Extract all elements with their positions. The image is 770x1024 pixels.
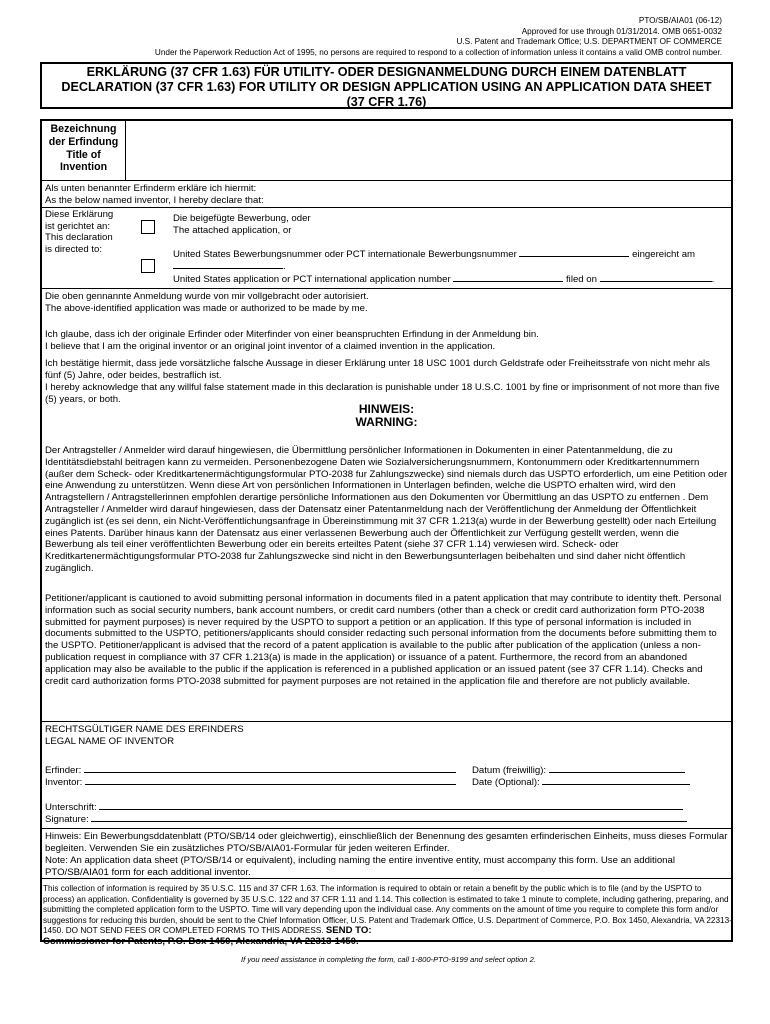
date-field-german[interactable]	[549, 763, 685, 773]
directed-label-1: Diese Erklärung	[45, 209, 114, 220]
title-english: DECLARATION (37 CFR 1.63) FOR UTILITY OR DESIGN APPLICATION USING AN APPLICATION DATA SHEET	[61, 80, 712, 94]
declaration-body	[40, 119, 733, 942]
date-field[interactable]	[542, 775, 690, 785]
statement-inventor-english: I believe that I am the original inventor or an original joint inventor of a claimed invention in the application.	[45, 340, 496, 352]
invention-title-field[interactable]	[127, 121, 731, 180]
commissioner-address: Commissioner for Patents, P.O. Box 1450, Alexandria, VA 22313-1450.	[43, 935, 359, 947]
declare-german: Als unten benannter Erfinderm erkläre ich hiermit:	[45, 183, 257, 194]
statement-authorized-german: Die oben gennannte Anmeldung wurde von mir vollgebracht oder autorisiert.	[45, 291, 369, 302]
application-number-field[interactable]	[453, 272, 563, 282]
statement-inventor-german: Ich glaube, dass ich der originale Erfinder oder Miterfinder von einer beanspruchten Erfindung in der Anmeldung bin.	[45, 329, 539, 340]
attached-application-checkbox[interactable]	[141, 220, 155, 234]
warning-text-german: Der Antragsteller / Anmelder wird darauf hingewiesen, die Übermittlung persönlicher Informationen in Dokumenten in einer Patentanmeldung, die zu Identitätsdiebstahl beitragen kann zu vermeiden. Personenbezogene Daten wie Sozialversicherungsnummern, Kontonummern oder Kreditkartennummern (außer dem Scheck- oder Kreditkartenermächtigungsformular PTO-2038 fur Zahlungszwecke) sind niemals durch das USPTO erforderlich, um eine Petition oder eine Anwendung zu unterstützen. Wenn diese Art von persönlichen Informationen in Unterlagen befinden, welche die USPTO erhalten wird, wird den Antragstellern / Antragstellerinnen empfohlen derartige persönliche Informationen aus den Dokumenten vor Übermittlung an das USPTO zu entfernen . Dem Antragsteller / Anmelder wird darauf hingewiesen, dass der Datensatz einer Patentanmeldung nach der Veröffentlichung der Anmeldung der Öffentlichkeit zugänglich ist (es sei denn, ein Nicht-Veröffentlichungsanfrage in Übereinstimmung mit 37 CFR 1.213(a) wurde in der Bewerbung gestellt) oder nach Erteilung eines Patents. Darüber hinaus kann der Datensatz aus einer verlassenen Bewerbung auch der Öffentlichkeit zur Verfügung gestellt werden, wenn die Bewerbung als teil einer veröffentlichten Bewerbung oder ein bereits erteiltes Patent (siehe 37 CFR 1.14) verwiesen wird. Scheck- oder Kreditkartenermächtigungsformular PTO-2038 fur Zahlungszwecke sind nicht in den Bewerbungsunterlagen beibehalten und sind daher nicht öffentlich zugänglich.	[45, 445, 728, 574]
title-cfr: (37 CFR 1.76)	[346, 95, 427, 109]
signature-field[interactable]	[91, 812, 687, 822]
declare-english: As the below named inventor, I hereby declare that:	[45, 194, 264, 206]
statement-penalty-english: I hereby acknowledge that any willful false statement made in this declaration is punishable under 18 U.S.C. 1001 by fine or imprisonment of not more than five (5) years, or both.	[45, 382, 720, 405]
signature-label-english: Signature:	[45, 812, 687, 826]
option-attached-english: The attached application, or	[173, 224, 292, 236]
directed-label-2: ist gerichtet an:	[45, 220, 111, 232]
legal-name-german: RECHTSGÜLTIGER NAME DES ERFINDERS	[45, 724, 244, 735]
office-name: U.S. Patent and Trademark Office; U.S. DEPARTMENT OF COMMERCE	[456, 37, 722, 46]
send-to-label: SEND TO:	[325, 925, 372, 937]
warning-heading-german: HINWEIS:	[358, 402, 415, 416]
title-german: ERKLÄRUNG (37 CFR 1.63) FÜR UTILITY- ODER DESIGNANMELDUNG DURCH EINEM DATENBLATT	[86, 65, 687, 79]
pra-notice: Under the Paperwork Reduction Act of 1995, no persons are required to respond to a collection of information unless it contains a valid OMB control number.	[154, 47, 722, 57]
form-id: PTO/SB/AIA01 (06-12)	[638, 16, 722, 25]
directed-label-4: is directed to:	[45, 243, 103, 255]
application-number-field-german[interactable]	[519, 247, 629, 257]
inventor-name-field[interactable]	[85, 775, 456, 785]
option-number-german: United States Bewerbungsnummer oder PCT internationale Bewerbungsnummer eingereicht am	[173, 249, 696, 260]
application-number-checkbox[interactable]	[141, 259, 155, 273]
invention-title-row	[42, 121, 731, 180]
form-page	[40, 62, 737, 1016]
signature-label-german: Unterschrift:	[45, 800, 683, 814]
warning-heading-english: WARNING:	[355, 415, 418, 429]
help-line: If you need assistance in completing the form, call 1-800-PTO-9199 and select option 2.	[241, 955, 536, 964]
inventor-name-field-german[interactable]	[84, 763, 456, 773]
option-attached-german: Die beigefügte Bewerbung, oder	[173, 213, 311, 224]
filed-date-blank-line: .	[173, 259, 286, 273]
option-number-english: United States application or PCT international application number filed on .	[173, 274, 715, 285]
inventor-label-english: Inventor:	[45, 775, 456, 789]
date-label-german: Datum (freiwillig):	[472, 763, 685, 777]
inventor-label-german: Erfinder:	[45, 763, 456, 777]
filing-date-field-german[interactable]	[173, 259, 283, 269]
legal-name-english: LEGAL NAME OF INVENTOR	[45, 735, 175, 747]
filing-date-field[interactable]	[600, 272, 712, 282]
directed-label-3: This declaration	[45, 232, 113, 243]
invention-title-label: Bezeichnung der Erfindung Title of Invention	[42, 121, 126, 180]
note-german: Hinweis: Ein Bewerbungsddatenblatt (PTO/SB/14 oder gleichwertig), einschließlich der Benennung des gesamten erfinderischen Einheits, muss dieses Formular begleiten. Verwenden Sie ein zusätzliches PTO/SB/AIA01-Formular für jeden weiteren Erfinder.	[45, 831, 728, 854]
form-title	[40, 62, 733, 109]
date-label-english: Date (Optional):	[472, 775, 690, 789]
warning-text-english: Petitioner/applicant is cautioned to avoid submitting personal information in documents filed in a patent application that may contribute to identity theft. Personal information such as social security numbers, bank account numbers, or credit card numbers (other than a check or credit card authorization form PTO-2038 submitted for payment purposes) is never required by the USPTO to support a petition or an application. If this type of personal information is included in documents submitted to the USPTO, petitioners/applicants should consider redacting such personal information from the documents before submitting them to the USPTO. Petitioner/applicant is advised that the record of a patent application is available to the public after publication of the application (unless a non-publication request in compliance with 37 CFR 1.213(a) is made in the application) or issuance of a patent. Furthermore, the record from an abandoned application may also be available to the public if the application is referenced in a published application or an issued patent (see 37 CFR 1.14). Checks and credit card authorization forms PTO-2038 submitted for payment purposes are not retained in the application file and therefore are not publicly available.	[45, 593, 722, 687]
note-english: Note: An application data sheet (PTO/SB/14 or equivalent), including naming the entire inventive entity, must accompany this form. Use an additional PTO/SB/AIA01 form for each additional inventor.	[45, 855, 675, 878]
statement-authorized-english: The above-identified application was made or authorized to be made by me.	[45, 302, 368, 314]
statement-penalty-german: Ich bestätige hiermit, dass jede vorsätzliche falsche Aussage in dieser Erklärung unter 18 USC 1001 durch Geldstrafe oder Freiheitsstrafe von nicht mehr als fünf (5) Jahre, oder beides, bestraflich ist.	[45, 358, 710, 381]
approval-notice: Approved for use through 01/31/2014. OMB 0651-0032	[521, 26, 722, 36]
signature-field-german[interactable]	[99, 800, 683, 810]
burden-statement: This collection of information is required by 35 U.S.C. 115 and 37 CFR 1.63. The information is required to obtain or retain a benefit by the public which is to file (and by the USPTO to process) an application. Confidentiality is governed by 35 U.S.C. 122 and 37 CFR 1.11 and 1.14. This collection is estimated to take 1 minute to complete, including gathering, preparing, and submitting the completed application form to the USPTO. Time will vary depending upon the individual case. Any comments on the amount of time you require to complete this form and/or suggestions for reducing this burden, should be sent to the Chief Information Officer, U.S. Patent and Trademark Office, U.S. Department of Commerce, P.O. Box 1450, Alexandria, VA 22313-1450. DO NOT SEND FEES OR COMPLETED FORMS TO THIS ADDRESS. SEND TO: Commissioner for Patents, P.O. Box 1450, Alexandria, VA 22313-1450.	[43, 884, 732, 947]
